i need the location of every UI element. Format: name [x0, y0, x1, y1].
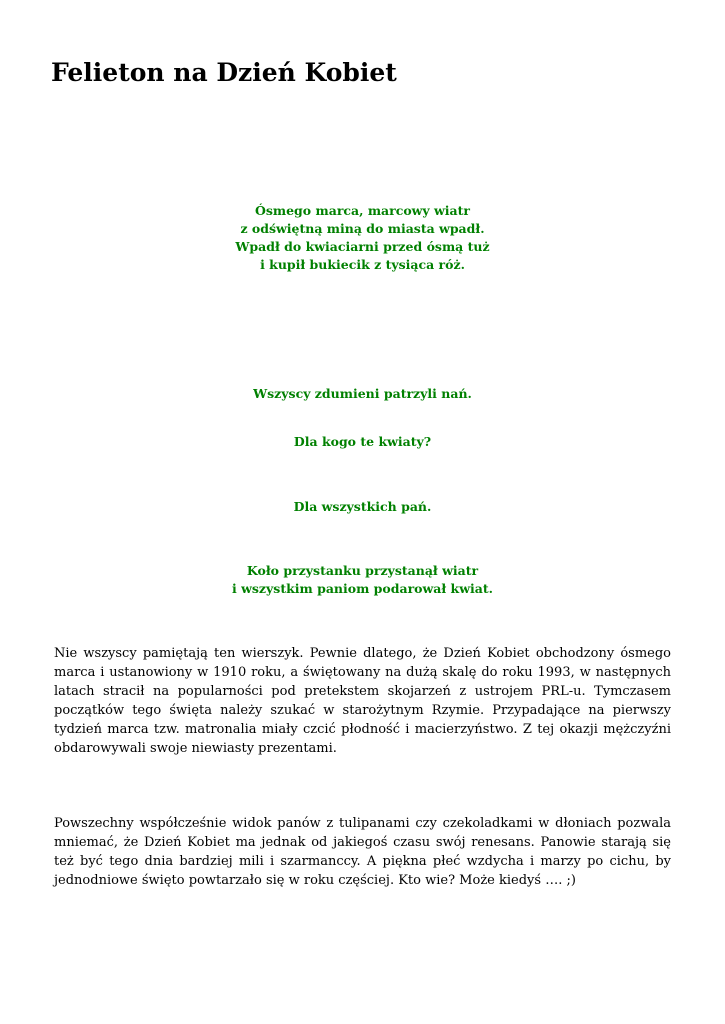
poem-line: i wszystkim paniom podarował kwiat.: [232, 581, 493, 596]
poem-line: Wpadł do kwiaciarni przed ósmą tuż: [235, 239, 490, 254]
poem-line: Koło przystanku przystanął wiatr: [246, 563, 479, 578]
poem-line-question: [0, 433, 725, 451]
poem-line: z odświętną miną do miasta wpadł.: [240, 221, 485, 236]
poem-line-answer: [0, 498, 725, 516]
poem-line: Ósmego marca, marcowy wiatr: [254, 203, 471, 218]
poem-line: Wszyscy zdumieni patrzyli nań.: [253, 386, 472, 401]
poem-line: Dla wszystkich pań.: [293, 499, 432, 514]
paragraph-renaissance: Powszechny współcześnie widok panów z tulipanami czy czekoladkami w dłoniach pozwala mniemać, że Dzień Kobiet ma jednak od jakiegoś czasu swój renesans. Panowie starają się też być tego dnia bardziej mili i szarmanccy. A piękna płeć wzdycha i marzy po cichu, by jednodniowe święto powtarzało się w roku częściej. Kto wie? Może kiedyś …. ;): [54, 816, 671, 888]
paragraph-history: Nie wszyscy pamiętają ten wierszyk. Pewnie dlatego, że Dzień Kobiet obchodzony ósmego marca i ustanowiony w 1910 roku, a świętowany na dużą skalę do roku 1993, w następnych latach stracił na popularności pod pretekstem skojarzeń z ustrojem PRL-u. Tymczasem początków tego święta należy szukać w starożytnym Rzymie. Przypadające na pierwszy tydzień marca tzw. matronalia miały czcić płodność i macierzyństwo. Z tej okazji mężczyźni obdarowywali swoje niewiasty prezentami.: [54, 646, 671, 756]
poem-stanza-1: [0, 202, 725, 274]
document-title: Felieton na Dzień Kobiet: [51, 58, 397, 87]
poem-line-amazed: [0, 385, 725, 403]
poem-line: Dla kogo te kwiaty?: [293, 434, 432, 449]
poem-line: i kupił bukiecik z tysiąca róż.: [260, 257, 465, 272]
poem-stanza-last: [0, 562, 725, 598]
